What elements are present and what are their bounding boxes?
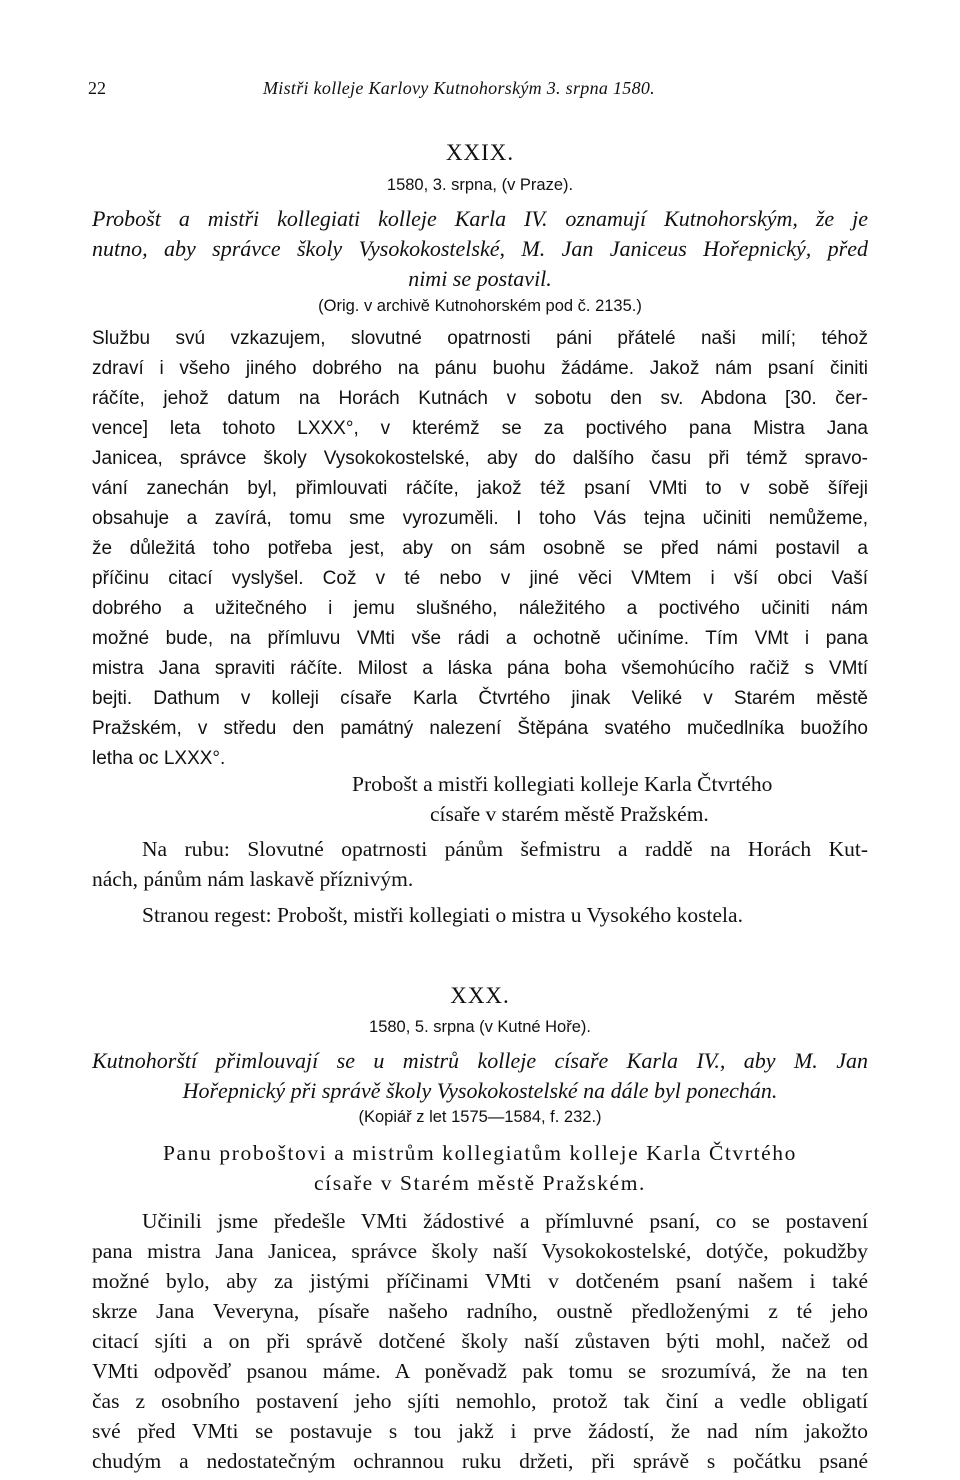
source-note: (Kopiář z let 1575—1584, f. 232.) (358, 1108, 602, 1126)
body-line: ráčíte, jehož datum na Horách Kutnách v sobotu den sv. Abdona [30. čer- (92, 388, 868, 409)
source-note: (Orig. v archivě Kutnohorském pod č. 2135.) (318, 297, 642, 315)
body-line: pana mistra Jana Janicea, správce školy naší Vysokokostelské, dotýče, pokudžby (92, 1239, 868, 1263)
body-line: příčinu citací vyslyšel. Což v té nebo v jiné věci VMtem i vší obci Vaší (92, 568, 868, 589)
body-line: mistra Jana spraviti ráčíte. Milost a láska pána boha všemohúcího račiž s VMtí (92, 658, 868, 679)
body-line: letha oc LXXX°. (92, 748, 226, 769)
summary-line: nimi se postavil. (408, 266, 552, 291)
page-number: 22 (88, 78, 106, 98)
body-line: citací sjíti a on při správě dotčené školy naší zůstaven býti mohl, načež od (92, 1329, 868, 1353)
page-header (88, 78, 868, 104)
summary-line: Hořepnický při správě školy Vysokokostelské na dále byl ponechán. (182, 1078, 778, 1103)
document-numeral: XXX. (450, 983, 510, 1008)
running-title: Mistři kolleje Karlovy Kutnohorským 3. srpna 1580. (263, 78, 655, 98)
body-line: Učinili jsme předešle VMti žádostivé a přímluvné psaní, co se postavení (142, 1209, 868, 1233)
body-line: své před VMti se postavuje s tou jakž i prve žádostí, že nad ním jakožto (92, 1419, 868, 1443)
signature-line: Probošt a mistři kollegiati kolleje Karla Čtvrtého (352, 772, 773, 796)
body-line: skrze Jana Veveryna, písaře našeho radního, oustně předloženými z té jeho (92, 1299, 868, 1323)
dorse-note: nách, pánům nám laskavě příznivým. (92, 867, 414, 891)
body-line: Pražském, v středu den památný nalezení Štěpána svatého mučedlníka buožího (92, 718, 868, 739)
body-line: čas z osobního postavení jeho sjíti nemohlo, protož tak činí a vedle obligatí (92, 1389, 868, 1413)
body-line: možné bylo, aby za jistými příčinami VMti v dotčeném psaní našem i také (92, 1269, 868, 1293)
document-numeral: XXIX. (445, 140, 515, 165)
address-line: císaře v Starém městě Pražském. (314, 1171, 646, 1195)
document-date: 1580, 5. srpna (v Kutné Hoře). (369, 1018, 591, 1036)
body-line: obsahuje a zavírá, tomu sme vyrozuměli. I toho Vás tejna učiniti nemůžeme, (92, 508, 868, 529)
body-line: dobrého a užitečného i jemu slušného, náležitého a poctivého učiniti nám (92, 598, 868, 619)
body-line: Janicea, správce školy Vysokokostelské, aby do dalšího času při témž spravo- (92, 448, 868, 469)
dorse-note: Na rubu: Slovutné opatrnosti pánům šefmistru a raddě na Horách Kut- (142, 837, 868, 861)
body-line: možné bude, na přímluvu VMti vše rádi a ochotně učiníme. Tím VMt i pana (92, 628, 868, 649)
address-line: Panu proboštovi a mistrům kollegiatům kolleje Karla Čtvrtého (162, 1141, 797, 1165)
regest-note: Stranou regest: Probošt, mistři kollegiati o mistra u Vysokého kostela. (142, 903, 743, 927)
body-line: bejti. Dathum v kolleji císaře Karla Čtvrtého jinak Veliké v Starém městě (92, 688, 868, 709)
summary-line: Kutnohorští přimlouvají se u mistrů kolleje císaře Karla IV., aby M. Jan (92, 1048, 868, 1073)
body-line: zdraví i všeho jiného dobrého na pánu buohu žádáme. Jakož nám psaní činiti (92, 358, 868, 379)
summary-line: Probošt a mistři kollegiati kolleje Karla IV. oznamují Kutnohorským, že je (92, 206, 868, 231)
body-line: že důležitá toho potřeba jest, aby on sám osobně se před námi postavil a (92, 538, 868, 559)
body-line: vání zanechán byl, přimlouvati ráčíte, jakož též psaní VMti to v sobě šířeji (92, 478, 868, 499)
body-line: VMti odpověď psanou máme. A poněvadž pak tomu se srozumívá, že na ten (92, 1359, 868, 1383)
document-date: 1580, 3. srpna, (v Praze). (386, 176, 574, 194)
body-line: Službu svú vzkazujem, slovutné opatrnosti páni přátelé naši milí; téhož (92, 328, 868, 349)
signature-line: císaře v starém městě Pražském. (430, 802, 709, 826)
summary-line: nutno, aby správce školy Vysokokostelské, M. Jan Janiceus Hořepnický, před (92, 236, 868, 261)
body-line: vence] leta tohoto LXXX°, v kterémž se za poctivého pana Mistra Jana (92, 418, 868, 439)
body-line: chudým a nedostatečným ochrannou ruku držeti, při správě s počátku psané (92, 1449, 868, 1473)
